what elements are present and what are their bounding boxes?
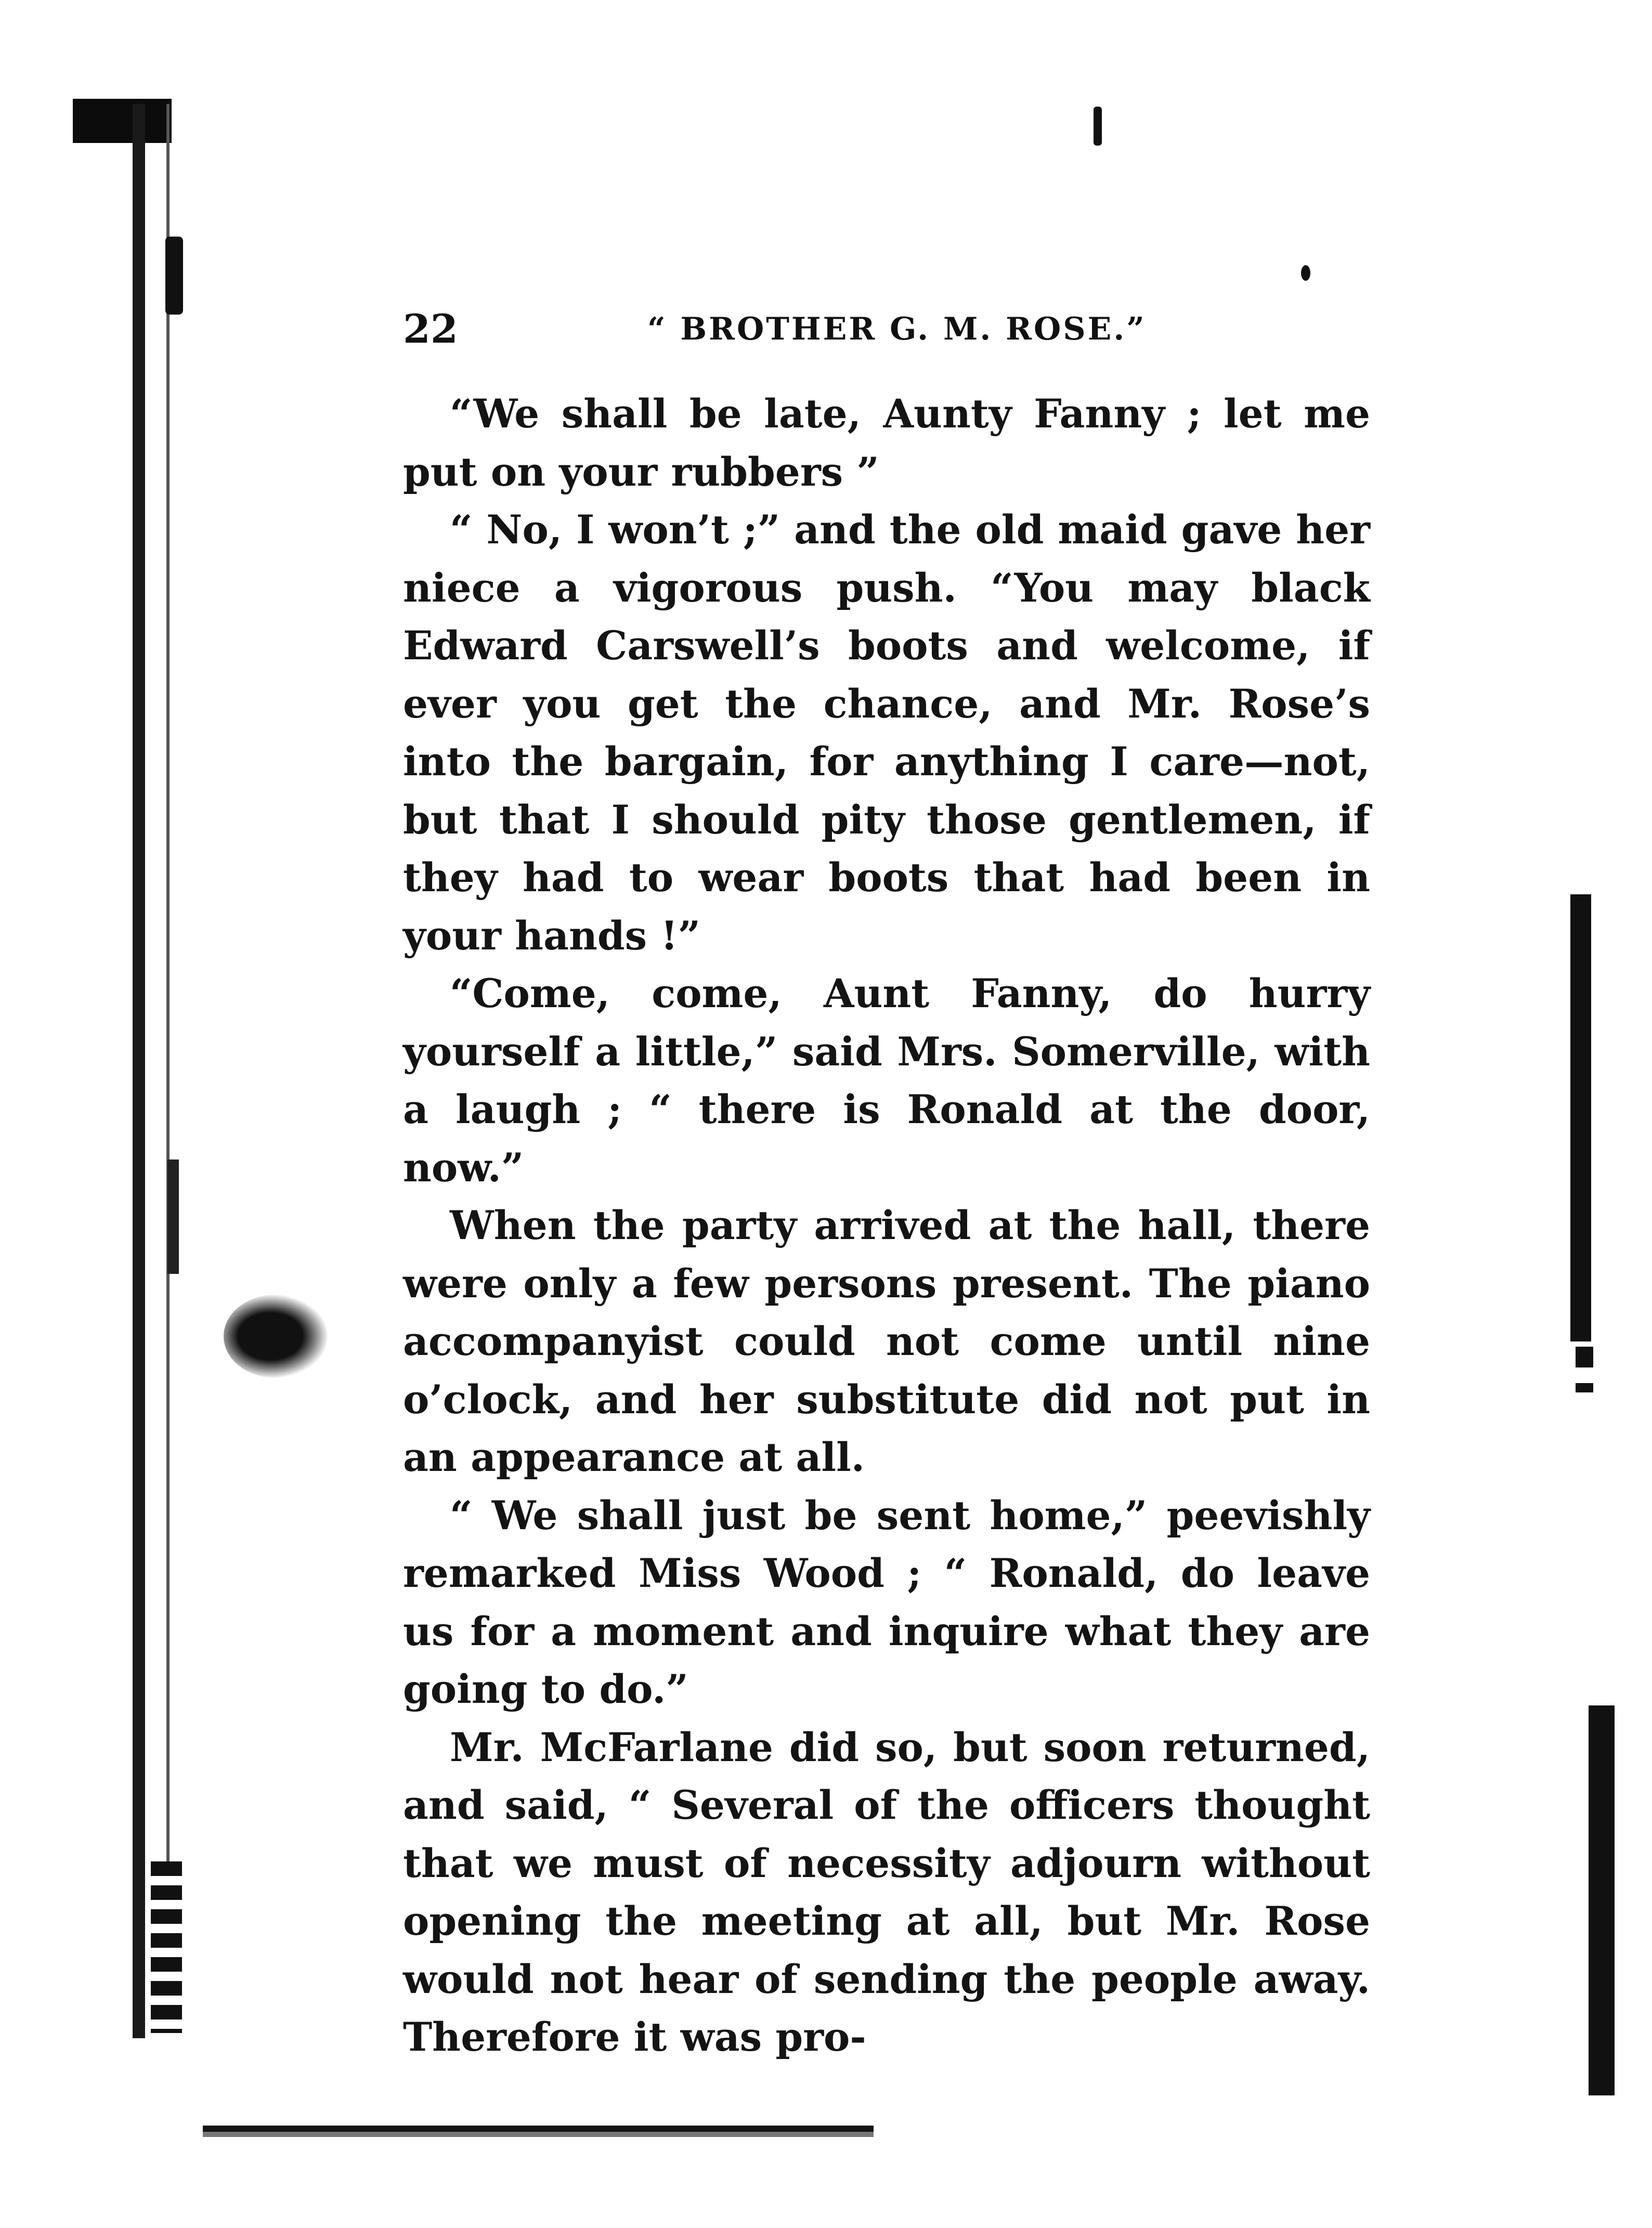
paragraph: “ No, I won’t ;” and the old maid gave her niece a vigorous push. “You may black Edward Carswell’s boots and welcome, if ever you get the chance, and Mr. Rose’s into the bargain, for anything I care—not, but that I should pity those gentlemen, if they had to wear boots that had been in your hands !” — [403, 506, 1370, 959]
scan-edge-bar — [1576, 1383, 1593, 1392]
scan-edge-bar — [1589, 1705, 1615, 2095]
scan-edge-bar — [1576, 1347, 1593, 1367]
scan-binding-mark-lower — [167, 1159, 179, 1274]
ink-speck — [1094, 107, 1102, 146]
page-number: 22 — [403, 306, 458, 352]
scan-binding-edge — [73, 99, 172, 143]
paragraph: “Come, come, Aunt Fanny, do hurry yourself a little,” said Mrs. Somerville, with a laugh ; “ there is Ronald at the door, now.” — [403, 970, 1370, 1191]
ink-speck — [1301, 265, 1310, 281]
scan-bottom-rule — [203, 2126, 874, 2137]
ink-blot — [224, 1295, 328, 1378]
scan-binding-mark — [165, 237, 183, 315]
scan-binding-foot — [151, 1861, 182, 2033]
scan-edge-bar — [1570, 894, 1591, 1341]
body-text — [403, 385, 1370, 2066]
scan-binding-line-secondary — [166, 104, 170, 2028]
paragraph: “We shall be late, Aunty Fanny ; let me put on your rubbers ” — [403, 390, 1370, 495]
page-header — [403, 301, 1381, 358]
paragraph: “ We shall just be sent home,” peevishly remarked Miss Wood ; “ Ronald, do leave us for a moment and inquire what they are going to do.” — [403, 1492, 1370, 1712]
running-head: “ BROTHER G. M. ROSE.” — [647, 311, 1147, 347]
paragraph: When the party arrived at the hall, there were only a few persons present. The piano accompanyist could not come until nine o’clock, and her substitute did not put in an appearance at all. — [403, 1202, 1370, 1480]
scan-binding-line — [133, 104, 145, 2038]
paragraph: Mr. McFarlane did so, but soon returned, and said, “ Several of the officers thought that we must of necessity adjourn without opening the meeting at all, but Mr. Rose would not hear of sending the people away. Therefore it was pro- — [403, 1724, 1370, 2060]
